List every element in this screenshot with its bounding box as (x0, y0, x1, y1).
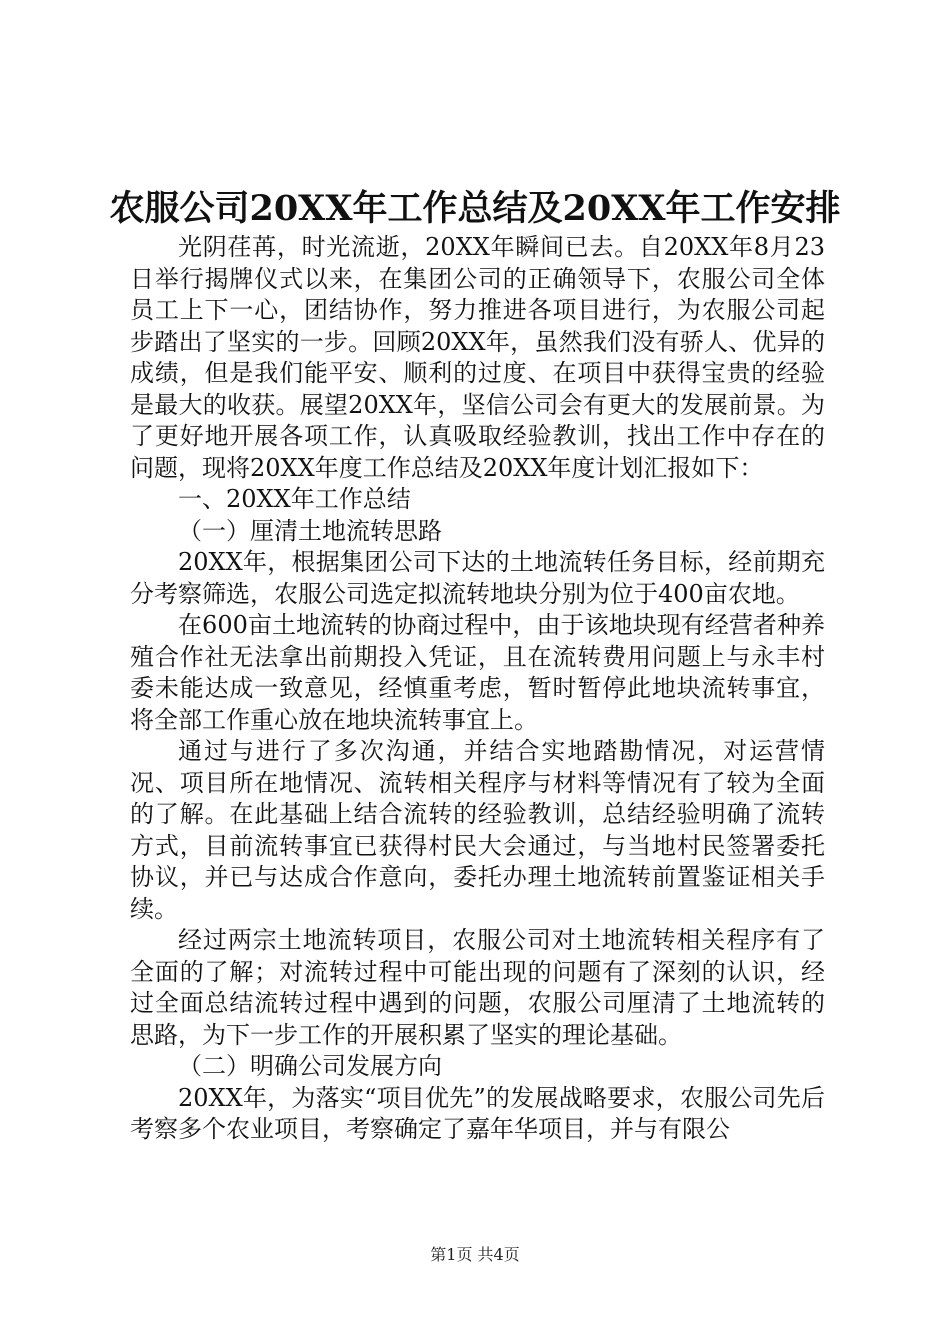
subsection-heading-direction: （二）明确公司发展方向 (178, 1052, 442, 1080)
paragraph-negotiation: 在600亩土地流转的协商过程中，由于该地块现有经营者种养殖合作社无法拿出前期投入凭证，且在流转费用问题上与永丰村委未能达成一致意见，经慎重考虑，暂时暂停此地块流转事宜，将全部工作重心放在地块流转事宜上。 (130, 611, 825, 734)
document-title: 农服公司20XX年工作总结及20XX年工作安排 (109, 188, 841, 229)
section-heading-summary: 一、20XX年工作总结 (178, 485, 411, 513)
paragraph-project-priority: 20XX年，为落实“项目优先”的发展战略要求，农服公司先后考察多个农业项目，考察确定了嘉年华项目，并与有限公 (130, 1083, 825, 1143)
subsection-heading-land-transfer: （一）厘清土地流转思路 (178, 516, 442, 545)
paragraph-experience: 经过两宗土地流转项目，农服公司对土地流转相关程序有了全面的了解；对流转过程中可能出现的问题有了深刻的认识，经过全面总结流转过程中遇到的问题，农服公司厘清了土地流转的思路，为下一步工作的开展积累了坚实的理论基础。 (130, 926, 825, 1049)
paragraph-communication: 通过与进行了多次沟通，并结合实地踏勘情况，对运营情况、项目所在地情况、流转相关程序与材料等情况有了较为全面的了解。在此基础上结合流转的经验教训，总结经验明确了流转方式，目前流转事宜已获得村民大会通过，与当地村民签署委托协议，并已与达成合作意向，委托办理土地流转前置鉴证相关手续。 (130, 737, 825, 923)
paragraph-land-target: 20XX年，根据集团公司下达的土地流转任务目标，经前期充分考察筛选，农服公司选定拟流转地块分别为位于400亩农地。 (130, 548, 825, 608)
page-number-footer: 第1页 共4页 (430, 1245, 520, 1264)
paragraph-intro: 光阴荏苒，时光流逝，20XX年瞬间已去。自20XX年8月23日举行揭牌仪式以来，在集团公司的正确领导下，农服公司全体员工上下一心，团结协作，努力推进各项目进行，为农服公司起步踏出了坚实的一步。回顾20XX年，虽然我们没有骄人、优异的成绩，但是我们能平安、顺利的过度、在项目中获得宝贵的经验是最大的收获。展望20XX年，坚信公司会有更大的发展前景。为了更好地开展各项工作，认真吸取经验教训，找出工作中存在的问题，现将20XX年度工作总结及20XX年度计划汇报如下： (130, 233, 825, 482)
document-body (130, 232, 825, 1146)
